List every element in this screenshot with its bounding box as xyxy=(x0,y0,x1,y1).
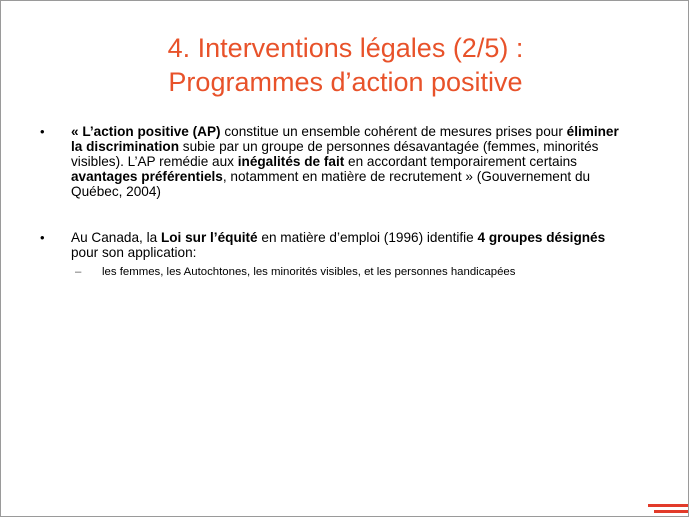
slide-title xyxy=(1,31,689,99)
bullet-1-segment-3: éliminer la discrimination xyxy=(71,124,619,154)
bullet-2-segment-1: Au Canada, la xyxy=(71,230,161,245)
bullet-marker-icon: • xyxy=(40,230,45,245)
bullet-2-segment-3: en matière d’emploi (1996) identifie xyxy=(257,230,478,245)
bullet-1-segment-7: avantages préférentiels xyxy=(71,169,223,184)
bullet-2-segment-4: 4 groupes désignés xyxy=(477,230,606,245)
bullet-employment-equity-act xyxy=(40,230,631,260)
bullet-1-segment-2: constitue un ensemble cohérent de mesures prises pour xyxy=(220,124,567,139)
bullet-1-segment-4: subie par un groupe de personnes désavantagée (femmes, minorités visibles). L’AP remédie aux xyxy=(71,139,599,169)
corner-decoration-bar-top xyxy=(648,504,688,507)
sub-bullet-text: les femmes, les Autochtones, les minorités visibles, et les personnes handicapées xyxy=(102,266,516,278)
bullet-1-segment-8: , notamment en matière de recrutement » (Gouvernement du Québec, 2004) xyxy=(71,169,591,199)
bullet-1-segment-6: en accordant temporairement certains xyxy=(344,154,577,169)
bullet-2-segment-2: Loi sur l’équité xyxy=(160,230,258,245)
slide-title-line-1: 4. Interventions légales (2/5) : xyxy=(167,33,524,63)
bullet-affirmative-action-definition xyxy=(40,124,631,199)
bullet-2-segment-5: pour son application: xyxy=(71,245,197,260)
corner-decoration-bar-bottom xyxy=(654,510,688,513)
bullet-marker-icon: • xyxy=(40,124,45,139)
bullet-1-segment-5: inégalités de fait xyxy=(237,154,345,169)
sub-bullet-designated-groups xyxy=(75,265,642,279)
slide-title-line-2: Programmes d’action positive xyxy=(168,67,523,97)
dash-marker-icon: – xyxy=(75,266,82,278)
bullet-1-segment-1: « L’action positive (AP) xyxy=(71,124,221,139)
